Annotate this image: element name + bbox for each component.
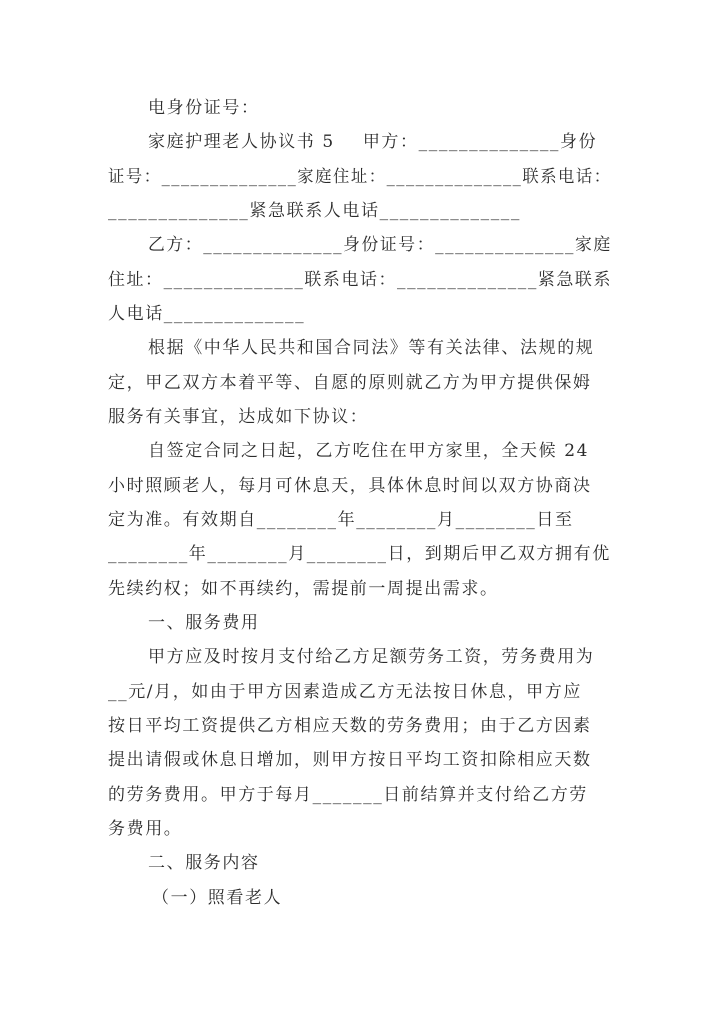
text-line: 小时照顾老人，每月可休息天，具体休息时间以双方协商决	[108, 476, 592, 496]
text-line: 服务有关事宜，达成如下协议：	[108, 407, 369, 427]
text-line: __元/月，如由于甲方因素造成乙方无法按日休息，甲方应	[108, 682, 582, 702]
text-line: 定为准。有效期自________年________月________日至	[108, 510, 574, 530]
text-line: ______________紧急联系人电话______________	[108, 201, 521, 221]
text-line: 家庭护理老人协议书 5 甲方：______________身份	[148, 132, 598, 152]
text-line: 证号：______________家庭住址：______________联系电话：	[108, 167, 612, 187]
text-line: 提出请假或休息日增加，则甲方按日平均工资扣除相应天数	[108, 750, 592, 770]
section-heading: 一、服务费用	[148, 613, 260, 633]
text-line: 住址：______________联系电话：______________紧急联系	[108, 270, 612, 290]
text-line: 按日平均工资提供乙方相应天数的劳务费用；由于乙方因素	[108, 716, 592, 736]
text-line: 的劳务费用。甲方于每月_______日前结算并支付给乙方劳	[108, 785, 588, 805]
section-heading: 二、服务内容	[148, 853, 260, 873]
text-line: 根据《中华人民共和国合同法》等有关法律、法规的规	[148, 338, 595, 358]
text-line: 务费用。	[108, 819, 183, 839]
text-line: 电身份证号：	[148, 98, 260, 118]
text-line: 人电话______________	[108, 304, 306, 324]
text-line: 先续约权；如不再续约，需提前一周提出需求。	[108, 579, 499, 599]
text-line: 自签定合同之日起，乙方吃住在甲方家里，全天候 24	[148, 441, 590, 461]
text-line: 定，甲乙双方本着平等、自愿的原则就乙方为甲方提供保姆	[108, 373, 592, 393]
text-line: 甲方应及时按月支付给乙方足额劳务工资，劳务费用为	[148, 647, 595, 667]
text-line: 乙方：______________身份证号：______________家庭	[148, 235, 612, 255]
subsection-heading: （一）照看老人	[152, 888, 283, 908]
text-line: ________年________月________日，到期后甲乙双方拥有优	[108, 544, 611, 564]
